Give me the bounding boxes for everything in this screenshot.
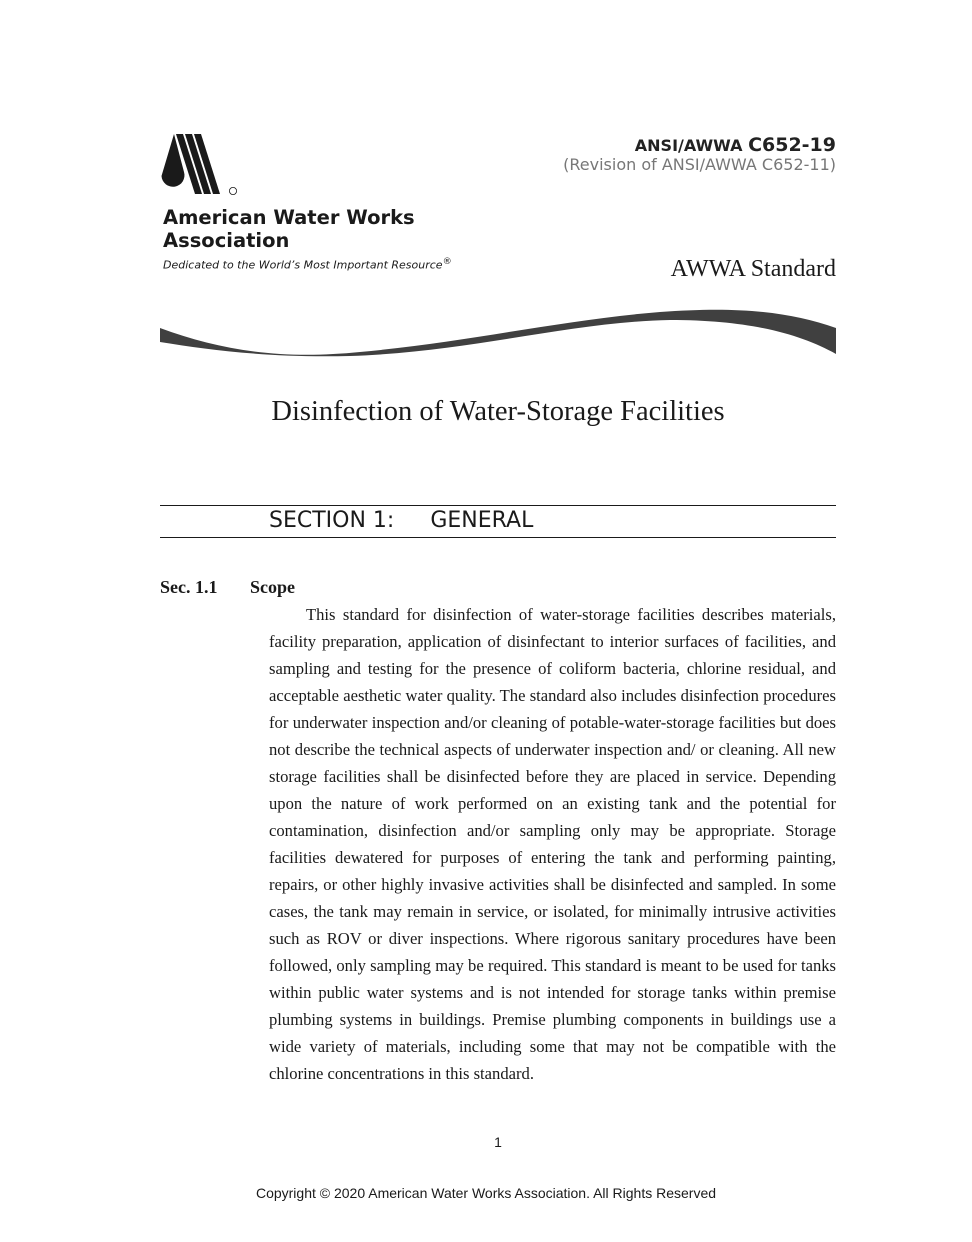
section-title: GENERAL [430,508,534,533]
subsection-title: Scope [250,577,295,597]
org-name [163,206,415,252]
org-name-line2: Association [163,229,290,252]
tagline-text: Dedicated to the World’s Most Important Resource [163,258,443,272]
section-rule-top [160,505,836,506]
standard-type: AWWA Standard [670,256,836,282]
section-heading [269,508,533,533]
std-prefix: ANSI/AWWA [634,136,749,155]
wave-divider-icon [160,298,836,362]
section-label: SECTION 1: [269,508,395,533]
awwa-logo-icon [160,132,240,198]
subsection-number: Sec. 1.1 [160,577,218,597]
copyright-notice: Copyright © 2020 American Water Works Association. All Rights Reserved [255,1185,717,1201]
org-name-line1: American Water Works [163,206,415,229]
registered-mark: ® [442,256,452,267]
document-title: Disinfection of Water-Storage Facilities [271,396,725,427]
revision-note: (Revision of ANSI/AWWA C652-11) [563,155,836,174]
standard-id [635,134,836,156]
org-tagline [163,256,452,272]
scope-paragraph: This standard for disinfection of water-storage facilities describes materials, facility preparation, application of disinfectant to interior surfaces of facilities, and sampling and testing for the presence of coliform bacteria, chlorine residual, and acceptable aesthetic water quality. The standard also includes disinfection procedures for underwater inspection and/or cleaning of potable-water-storage facilities but does not describe the technical aspects of underwater inspection and/ or cleaning. All new storage facilities shall be disinfected before they are placed in service. Depending upon the nature of work performed on an existing tank and the potential for contamination, disinfection and/or sampling only may be appropriate. Storage facilities dewatered for purposes of entering the tank and performing painting, repairs, or other highly invasive activities shall be disinfected and sampled. In some cases, the tank may remain in service, or isolated, for minimally intrusive activities such as ROV or diver inspections. Where rigorous sanitary procedures have been followed, only sampling may be required. This standard is meant to be used for tanks within public water systems and is not intended for storage tanks within premise plumbing systems in buildings. Premise plumbing components in buildings use a wide variety of materials, including some that may not be compatible with the chlorine concentrations in this standard. [269,605,836,1083]
section-rule-bottom [160,537,836,538]
std-code: C652-19 [748,134,836,156]
page-number: 1 [494,1134,502,1150]
